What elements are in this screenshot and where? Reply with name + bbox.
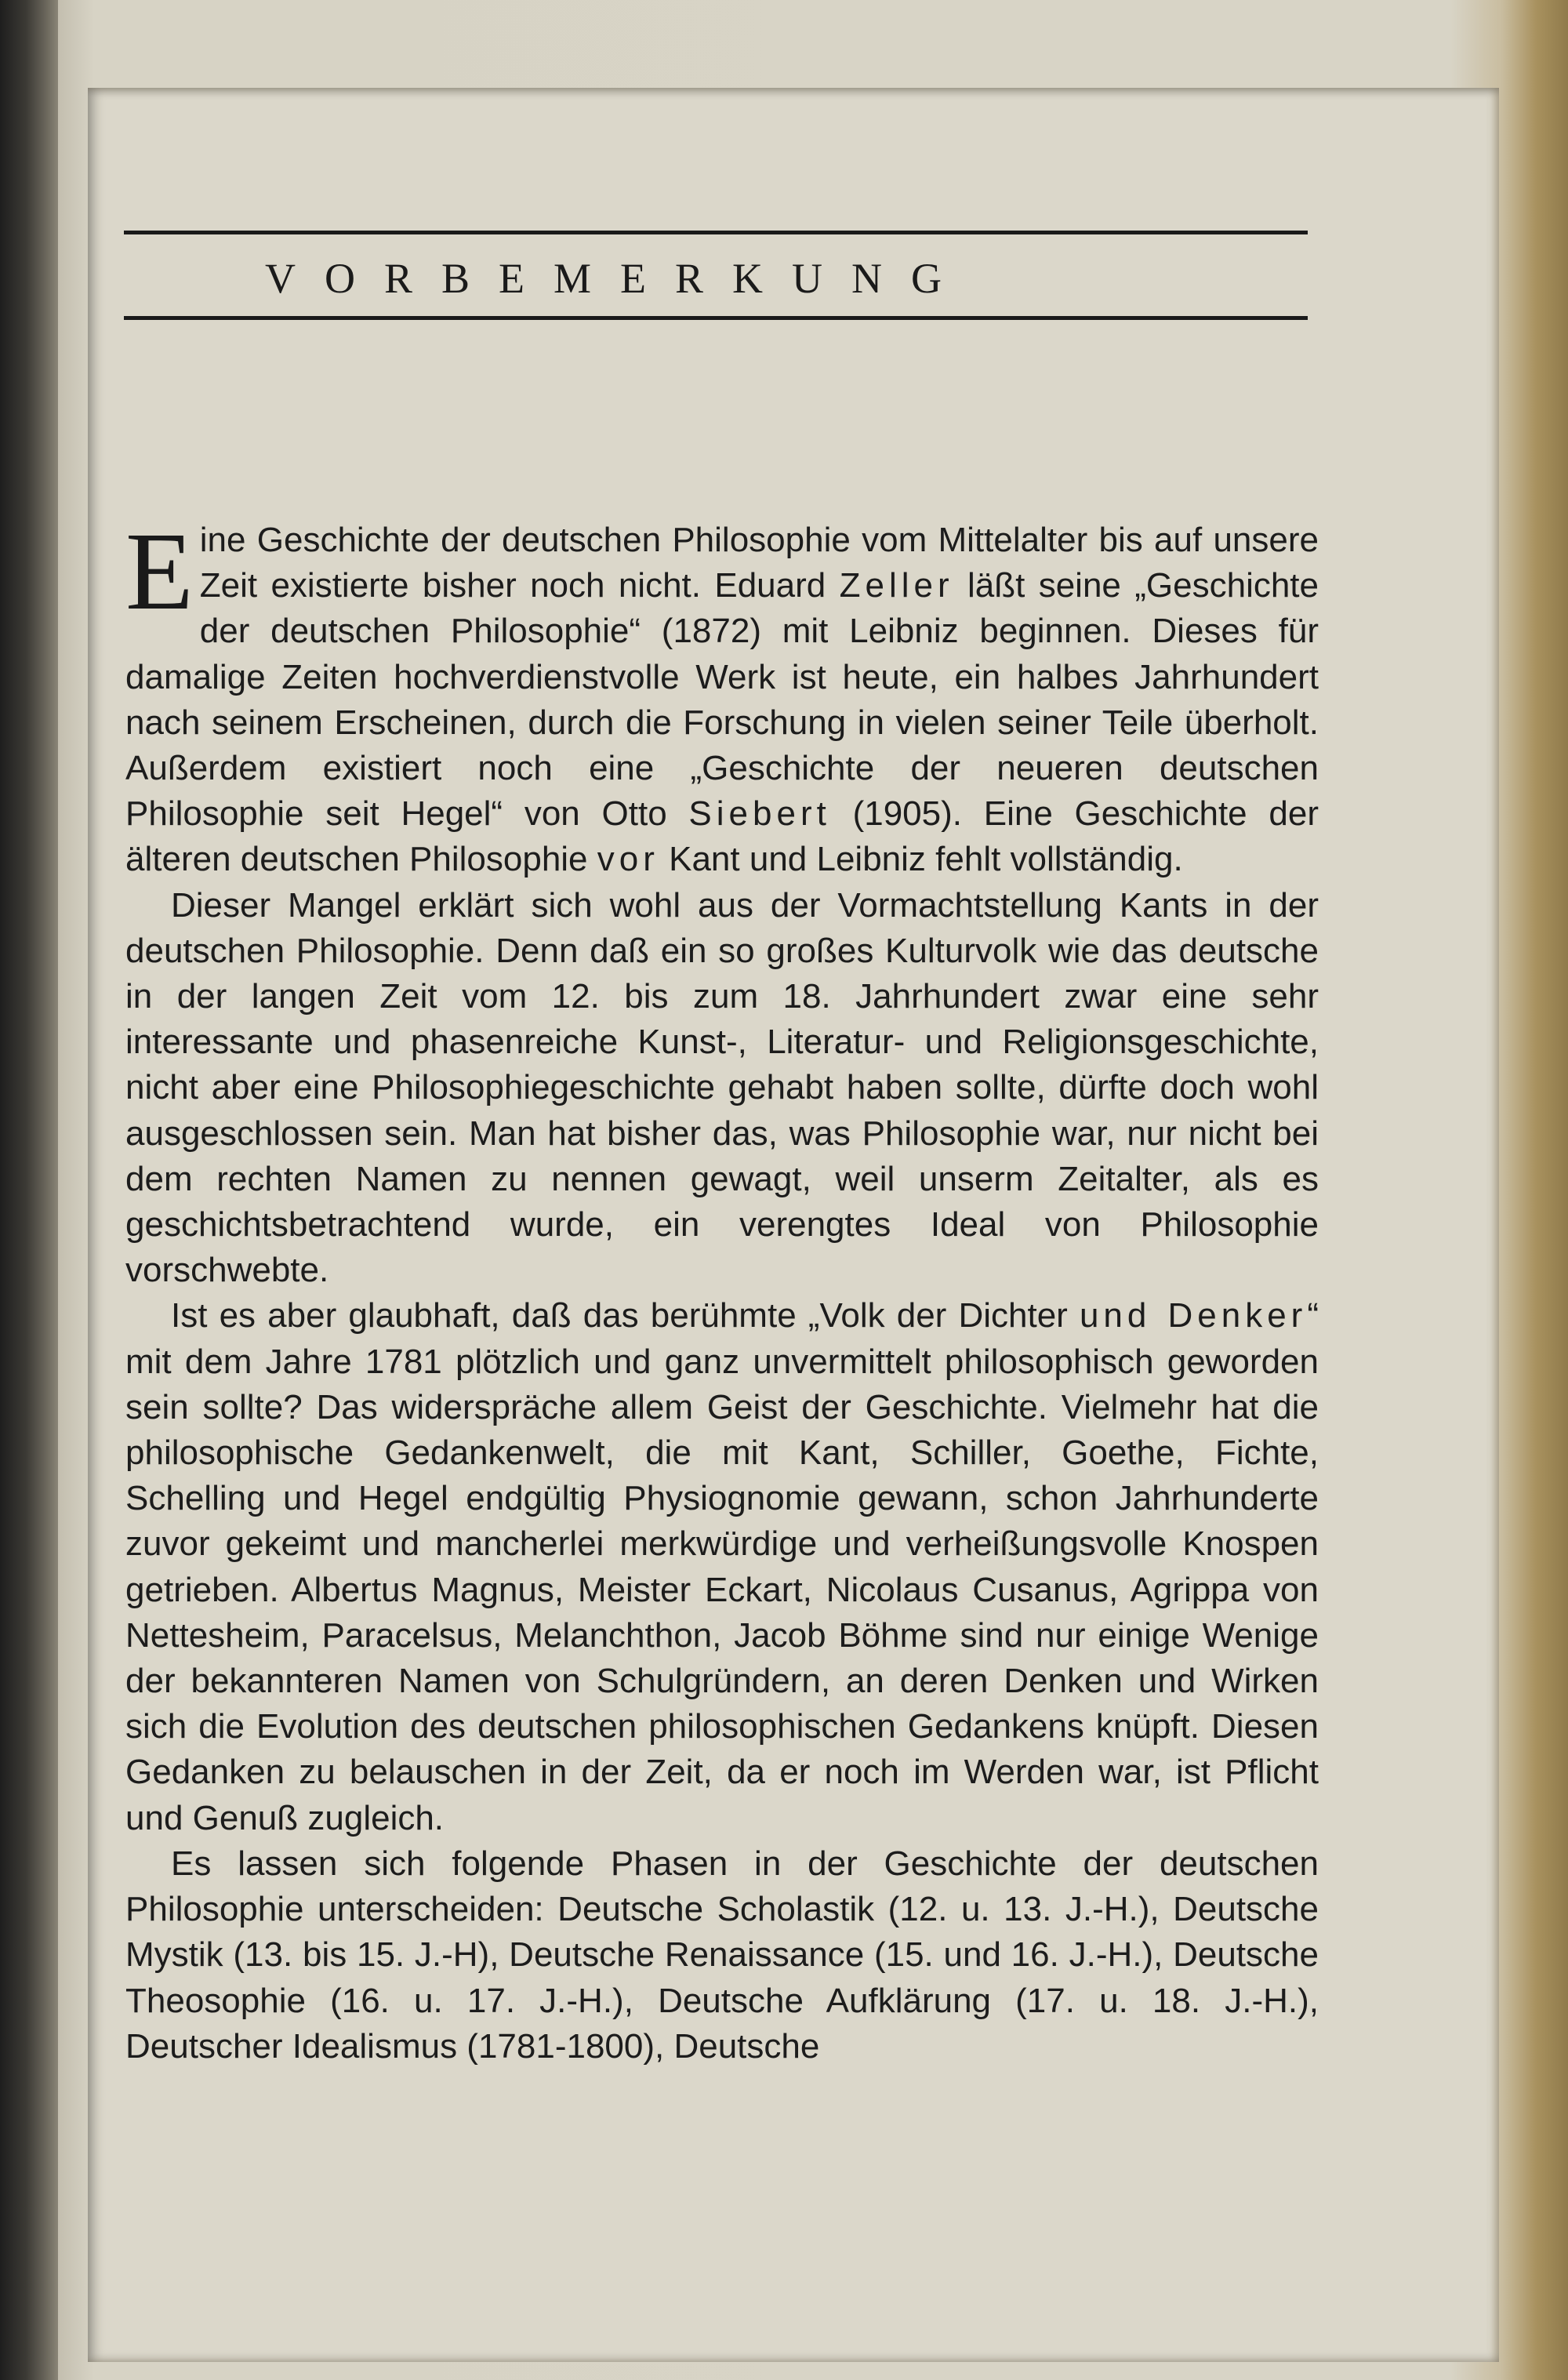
text-run: “ mit dem Jahre 1781 plötzlich und ganz unvermittelt philosophisch geworden sein sollte? Das widerspräche allem Geist der Geschichte. Vielmehr hat die philosophische Gedankenwelt, die mit Kant, Schiller, Goethe, Fichte, Schelling und Hegel endgültig Physiognomie gewann, schon Jahrhunderte zuvor gekeimt und mancherlei merkwürdige und verheißungsvolle Knospen getrieben. Albertus Magnus, Meister Eckart, Nicolaus Cusanus, Agrippa von Nettesheim, Paracelsus, Melanchthon, Jacob Böhme sind nur einige Wenige der bekannteren Namen von Schulgründern, an deren Denken und Wirken sich die Evolution des deutschen philosophischen Gedankens knüpft. Diesen Gedanken zu belauschen in der Zeit, da er noch im Werden war, ist Pflicht und Genuß zugleich. xyxy=(125,1296,1319,1837)
paragraph xyxy=(125,1841,1319,2069)
heading-rule-top xyxy=(124,231,1308,234)
text-run: Dieser Mangel erklärt sich wohl aus der Vormachtstellung Kants in der deutschen Philosophie. Denn daß ein so großes Kulturvolk wie das deutsche in der langen Zeit vom 12. bis zum 18. Jahrhundert zwar eine sehr interessante und phasenreiche Kunst-, Literatur- und Religionsgeschichte, nicht aber eine Philosophiegeschichte gehabt haben sollte, dürfte doch wohl ausgeschlossen sein. Man hat bisher das, was Philosophie war, nur nicht bei dem rechten Namen zu nennen gewagt, weil unserm Zeitalter, als es geschichtsbetrachtend wurde, ein verengtes Ideal von Philosophie vorschwebte. xyxy=(125,885,1319,1290)
text-run: ine Geschichte der deutschen Philosophie vom Mittelalter bis auf unsere Zeit existierte bisher noch nicht. Eduard xyxy=(199,521,1319,605)
spaced-emphasis: Siebert xyxy=(688,794,831,834)
spaced-emphasis: und Denker xyxy=(1079,1296,1308,1335)
text-run: (1905). Eine Geschichte der älteren deutschen Philosophie xyxy=(125,794,1319,879)
drop-cap: E xyxy=(125,509,194,633)
page-heading: VORBEMERKUNG xyxy=(265,255,971,302)
body-text xyxy=(125,509,1319,2069)
text-run: Kant und Leibniz fehlt vollständig. xyxy=(659,840,1183,879)
spaced-emphasis: Zeller xyxy=(839,566,954,605)
text-run: läßt seine „Geschichte der deutschen Philosophie“ (1872) mit Leibniz beginnen. Dieses für damalige Zeiten hochverdienstvolle Werk ist heute, ein halbes Jahrhundert nach seinem Erscheinen, durch die Forschung in vielen seiner Teile überholt. Außerdem existiert noch eine „Geschichte der neueren deutschen Philosophie seit Hegel“ von Otto xyxy=(125,566,1319,834)
spaced-emphasis: vor xyxy=(597,840,659,879)
text-run: Ist es aber glaubhaft, daß das berühmte „Volk der Dichter xyxy=(171,1296,1080,1335)
book-binding-edge xyxy=(0,0,58,2380)
paragraph xyxy=(125,883,1319,1294)
paragraph xyxy=(125,509,1319,883)
text-run: Es lassen sich folgende Phasen in der Geschichte der deutschen Philosophie unterscheiden: Deutsche Scholastik (12. u. 13. J.-H.), Deutsche Mystik (13. bis 15. J.-H), Deutsche Renaissance (15. und 16. J.-H.), Deutsche Theosophie (16. u. 17. J.-H.), Deutsche Aufklärung (17. u. 18. J.-H.), Deutscher Idealismus (1781-1800), Deutsche xyxy=(125,1844,1319,2066)
paragraph xyxy=(125,1293,1319,1840)
heading-rule-bottom xyxy=(124,316,1308,320)
